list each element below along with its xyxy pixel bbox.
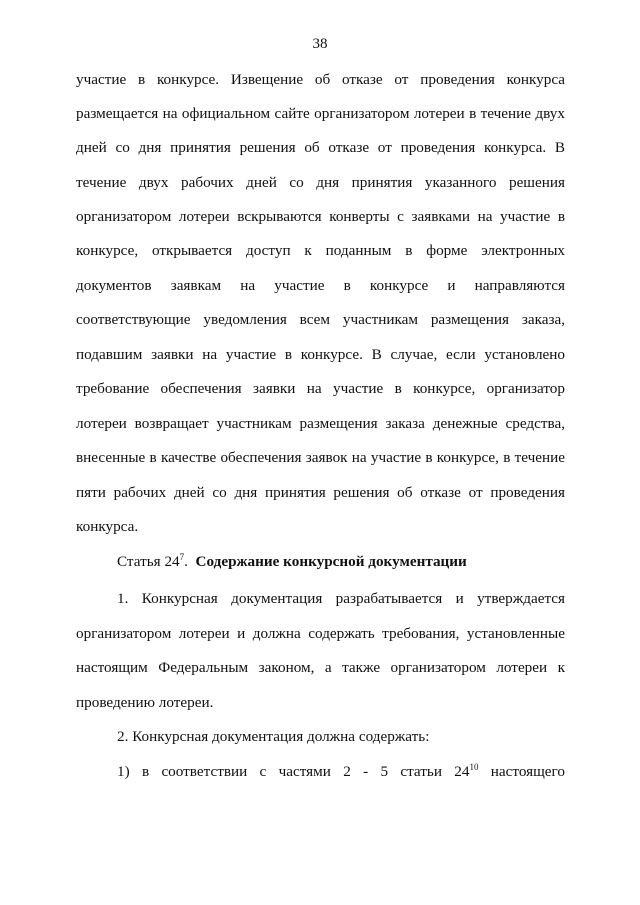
text-line: соответствующие уведомления всем участникам размещения заказа, — [76, 311, 565, 328]
text-line: документов заявкам на участие в конкурсе и направляются — [76, 277, 565, 294]
text-line: пяти рабочих дней со дня принятия решения об отказе от проведения — [76, 484, 565, 501]
text-line: внесенные в качестве обеспечения заявок на участие в конкурсе, в течение — [76, 449, 565, 466]
article-title: Содержание конкурсной документации — [195, 553, 467, 570]
text-line: организатором лотереи вскрываются конверты с заявками на участие в — [76, 208, 565, 225]
text-line: конкурсе, открывается доступ к поданным в форме электронных — [76, 242, 565, 259]
article-number-superscript: 7 — [179, 551, 185, 562]
article-number: Статья 24 — [117, 553, 180, 570]
article-number-dot: . — [184, 553, 188, 570]
clause-item-superscript: 10 — [469, 761, 479, 772]
text-line: участие в конкурсе. Извещение об отказе от проведения конкурса — [76, 71, 565, 88]
page-number: 38 — [312, 36, 328, 52]
text-line: подавшим заявки на участие в конкурсе. В случае, если установлено — [76, 346, 565, 363]
text-line: настоящим Федеральным законом, а также организатором лотереи к — [76, 659, 565, 676]
text-line: организатором лотереи и должна содержать требования, установленные — [76, 625, 565, 642]
text-line: проведению лотереи. — [76, 694, 214, 711]
text-line: конкурса. — [76, 518, 139, 535]
text-line: требование обеспечения заявки на участие в конкурсе, организатор — [76, 380, 565, 397]
text-line: течение двух рабочих дней со дня принятия указанного решения — [76, 174, 565, 191]
clause-item-line — [117, 762, 565, 782]
text-line: дней со дня принятия решения об отказе от проведения конкурса. В — [76, 139, 565, 156]
text-line: лотереи возвращает участникам размещения заказа денежные средства, — [76, 415, 565, 432]
text-line: размещается на официальном сайте организатором лотереи в течение двух — [76, 105, 565, 122]
clause-item-text-end: настоящего — [478, 763, 565, 780]
clause-item-text: 1) в соответствии с частями 2 - 5 статьи 24 — [117, 763, 470, 780]
clause-line: 2. Конкурсная документация должна содержать: — [117, 728, 430, 745]
article-heading — [117, 552, 467, 572]
clause-line: 1. Конкурсная документация разрабатывается и утверждается — [117, 590, 565, 607]
